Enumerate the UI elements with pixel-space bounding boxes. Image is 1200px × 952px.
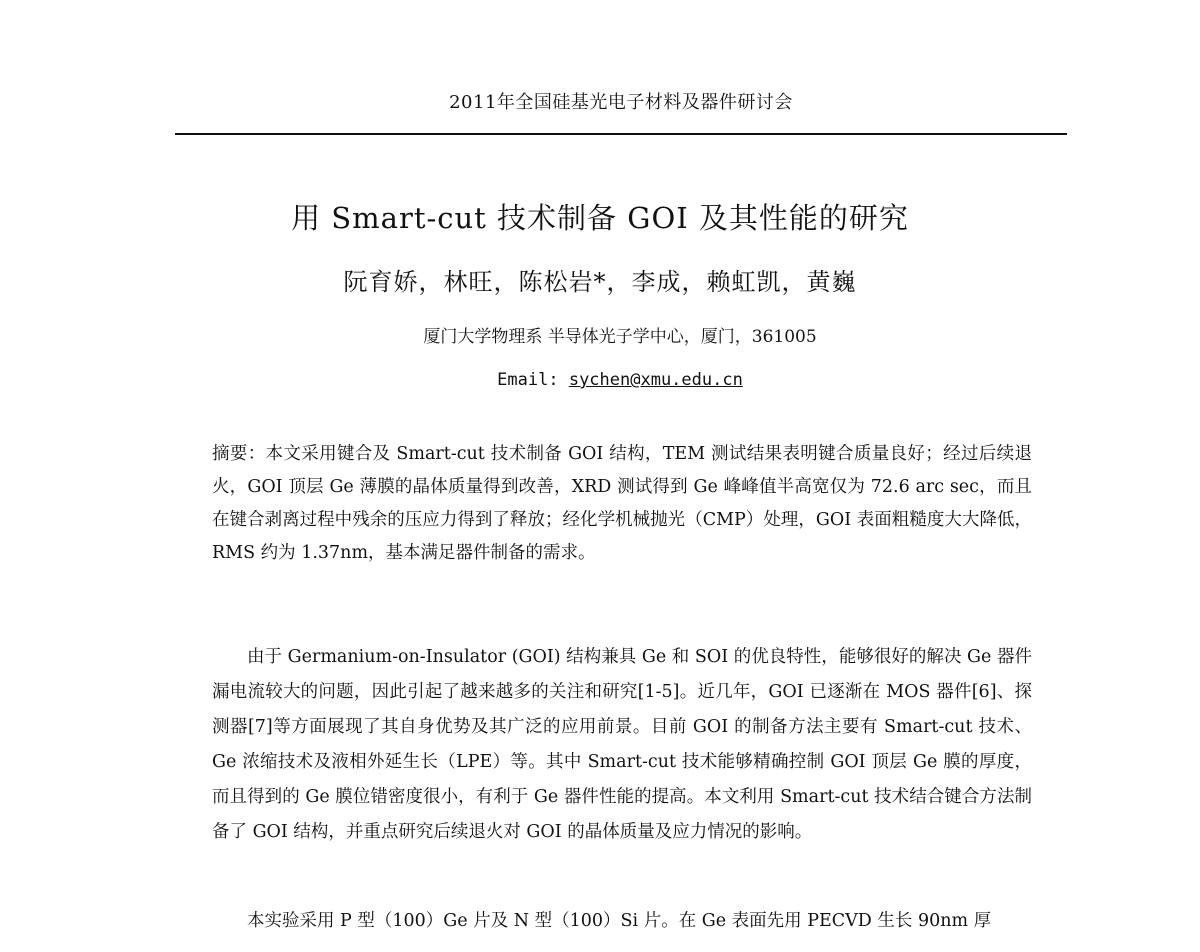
- conference-header: 2011年全国硅基光电子材料及器件研讨会: [449, 92, 793, 113]
- header-divider: [175, 133, 1067, 135]
- body-paragraph-intro: 由于 Germanium-on-Insulator (GOI) 结构兼具 Ge 和 SOI 的优良特性，能够很好的解决 Ge 器件漏电流较大的问题，因此引起了越来越多的关注和研究[1-5]。近几年，GOI 已逐渐在 MOS 器件[6]、探测器[7]等方面展现了其自身优势及其广泛的应用前景。目前 GOI 的制备方法主要有 Smart-cut 技术、Ge 浓缩技术及液相外延生长（LPE）等。其中 Smart-cut 技术能够精确控制 GOI 顶层 Ge 膜的厚度，而且得到的 Ge 膜位错密度很小，有利于 Ge 器件性能的提高。本文利用 Smart-cut 技术结合键合方法制备了 GOI 结构，并重点研究后续退火对 GOI 的晶体质量及应力情况的影响。: [212, 647, 1032, 842]
- abstract: 摘要：本文采用键合及 Smart-cut 技术制备 GOI 结构，TEM 测试结果表明键合质量良好；经过后续退火，GOI 顶层 Ge 薄膜的晶体质量得到改善，XRD 测试得到 Ge 峰峰值半高宽仅为 72.6 arc sec，而且在键合剥离过程中残余的压应力得到了释放；经化学机械抛光（CMP）处理，GOI 表面粗糙度大大降低，RMS 约为 1.37nm，基本满足器件制备的需求。: [212, 444, 1032, 563]
- author-list: 阮育娇，林旺，陈松岩*，李成，赖虹凯，黄巍: [343, 268, 857, 296]
- paper-title: 用 Smart-cut 技术制备 GOI 及其性能的研究: [291, 201, 909, 235]
- body-paragraph-experiment: 本实验采用 P 型（100）Ge 片及 N 型（100）Si 片。在 Ge 表面先用 PECVD 生长 90nm 厚: [247, 911, 992, 931]
- email-link[interactable]: sychen@xmu.edu.cn: [568, 370, 743, 390]
- email-label: Email:: [497, 370, 569, 390]
- affiliation: 厦门大学物理系 半导体光子学中心，厦门，361005: [423, 327, 817, 347]
- email-line: [0, 370, 1200, 390]
